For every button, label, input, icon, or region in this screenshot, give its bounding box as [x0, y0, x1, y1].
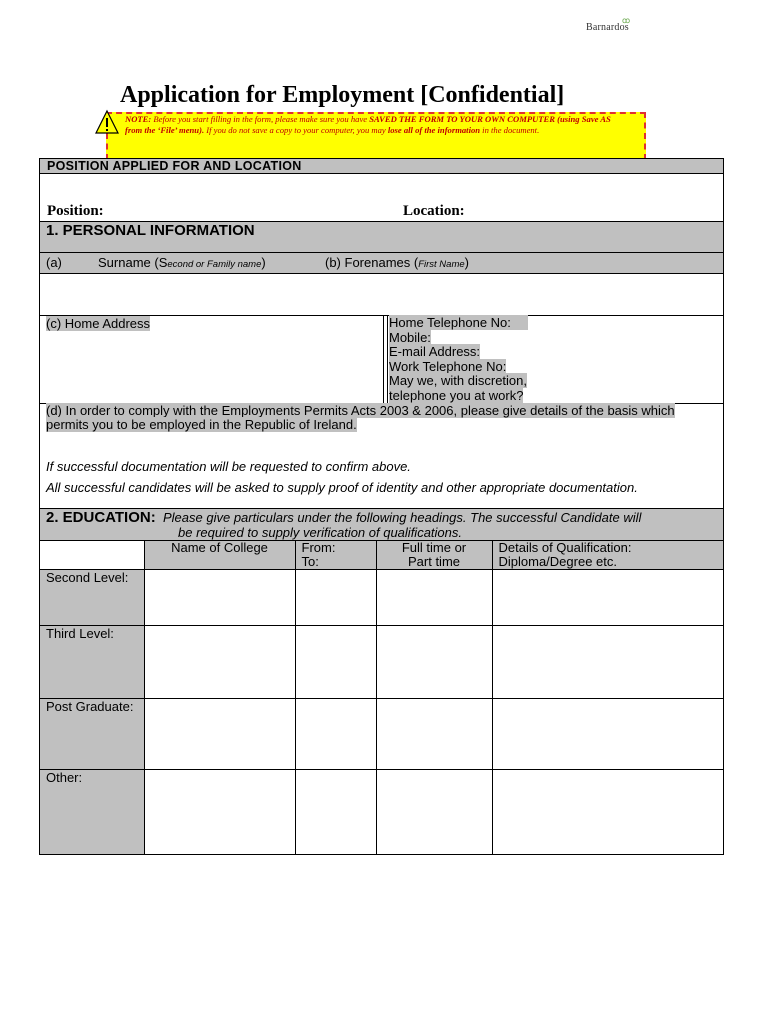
dates-input[interactable]	[295, 699, 376, 770]
work-contact-question-1: May we, with discretion,	[389, 373, 527, 388]
location-label: Location:	[403, 203, 465, 219]
mode-input[interactable]	[376, 626, 492, 699]
college-input[interactable]	[144, 570, 295, 626]
dates-header: From: To:	[295, 541, 376, 570]
row-label-second-level: Second Level:	[40, 570, 144, 626]
education-intro-line1: Please give particulars under the following headings. The successful Candidate will	[163, 510, 642, 525]
qualification-header: Details of Qualification: Diploma/Degree etc.	[492, 541, 723, 570]
education-intro-line2: be required to supply verification of qualifications.	[178, 525, 462, 540]
table-row	[40, 626, 723, 699]
home-address-label: (c) Home Address	[46, 316, 151, 331]
mode-input[interactable]	[376, 570, 492, 626]
save-note-box	[106, 112, 646, 160]
note-lead: NOTE:	[125, 114, 152, 124]
college-input[interactable]	[144, 699, 295, 770]
warning-icon	[95, 109, 119, 135]
surname-label: Surname (Second or Family name)	[98, 255, 266, 270]
position-section-header	[40, 159, 723, 174]
application-form	[39, 158, 724, 855]
note-part1: Before you start filling in the form, please make sure you have	[151, 114, 370, 124]
page-title: Application for Employment [Confidential]	[120, 82, 565, 108]
education-table	[40, 541, 723, 854]
mode-header: Full time or Part time	[376, 541, 492, 570]
employment-permits-row[interactable]	[40, 404, 723, 509]
work-contact-question-2: telephone you at work?	[389, 387, 524, 403]
dates-input[interactable]	[295, 626, 376, 699]
personal-info-title: 1. PERSONAL INFORMATION	[46, 222, 255, 239]
work-telephone-label: Work Telephone No:	[389, 358, 507, 374]
logo-leaf-icon: ꝏ	[622, 16, 631, 25]
education-table-wrap	[40, 541, 723, 854]
table-row	[40, 770, 723, 854]
employment-permits-text: (d) In order to comply with the Employments Permits Acts 2003 & 2006, please give details of the basis which permits you to be employed in the Republic of Ireland.	[46, 403, 675, 432]
home-address-cell[interactable]	[40, 316, 383, 403]
college-header: Name of College	[144, 541, 295, 570]
row-label-other: Other:	[40, 770, 144, 854]
documentation-note: If successful documentation will be requested to confirm above.	[46, 459, 411, 474]
personal-info-header	[40, 222, 723, 253]
name-labels-row	[40, 253, 723, 274]
mode-input[interactable]	[376, 699, 492, 770]
home-telephone-label: Home Telephone No:	[389, 315, 528, 330]
qualification-input[interactable]	[492, 699, 723, 770]
position-label: Position:	[47, 203, 104, 219]
dates-input[interactable]	[295, 570, 376, 626]
mobile-label: Mobile:	[389, 329, 431, 345]
table-row	[40, 570, 723, 626]
barnardos-logo	[586, 16, 646, 36]
position-row	[40, 174, 723, 222]
row-label-post-graduate: Post Graduate:	[40, 699, 144, 770]
forenames-label: (b) Forenames (First Name)	[325, 255, 469, 270]
qualification-input[interactable]	[492, 570, 723, 626]
contact-cell[interactable]	[383, 316, 723, 403]
email-label: E-mail Address:	[389, 344, 481, 359]
note-part3: in the document.	[480, 124, 540, 135]
note-bold2: lose all of the information	[387, 124, 481, 135]
dates-input[interactable]	[295, 770, 376, 854]
mode-input[interactable]	[376, 770, 492, 854]
address-contact-row	[40, 316, 723, 404]
logo-text: Barnardos	[586, 22, 629, 33]
label-a: (a)	[46, 255, 62, 270]
qualification-input[interactable]	[492, 770, 723, 854]
note-part2: If you do not save a copy to your computer, you may	[204, 124, 388, 135]
qualification-input[interactable]	[492, 626, 723, 699]
college-input[interactable]	[144, 770, 295, 854]
table-row	[40, 699, 723, 770]
note-bold1: SAVED THE FORM TO YOUR OWN COMPUTER (using Save AS from the ‘File’ menu).	[125, 114, 611, 135]
contact-lines	[389, 316, 528, 403]
employment-permits-text-wrap	[46, 404, 717, 432]
college-input[interactable]	[144, 626, 295, 699]
name-entry-row[interactable]	[40, 274, 723, 316]
education-corner-cell	[40, 541, 144, 570]
row-label-third-level: Third Level:	[40, 626, 144, 699]
education-header	[40, 509, 723, 541]
position-section-title: POSITION APPLIED FOR AND LOCATION	[47, 159, 302, 173]
education-header-row	[40, 541, 723, 570]
education-title: 2. EDUCATION:	[46, 509, 156, 526]
proof-identity-note: All successful candidates will be asked to supply proof of identity and other appropriate documentation.	[46, 480, 638, 495]
